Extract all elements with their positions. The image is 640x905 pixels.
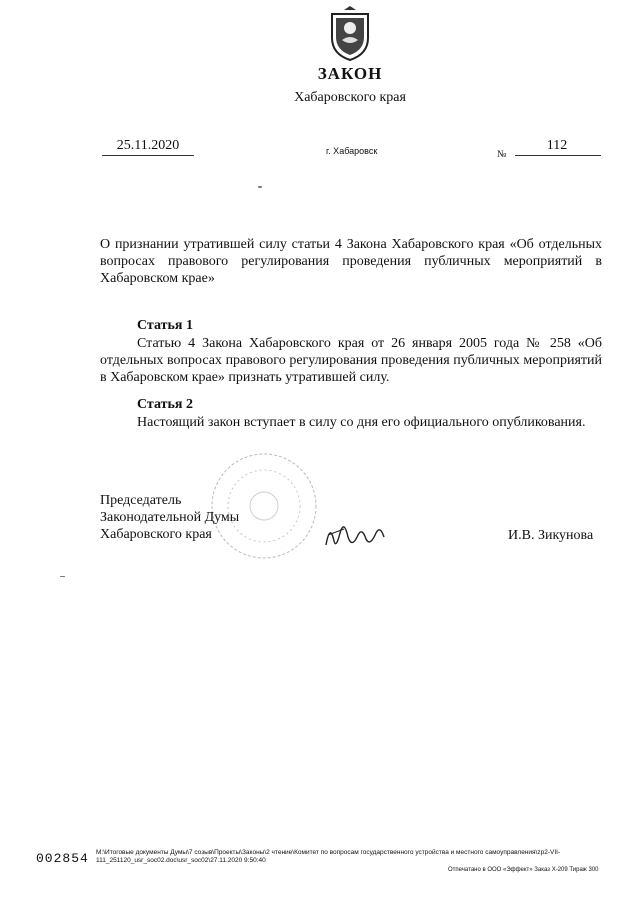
chairman-position bbox=[100, 492, 239, 543]
article-1-text: Статью 4 Закона Хабаровского края от 26 января 2005 года № 258 «Об отдельных вопросах правового регулирования проведения публичных мероприятий в Хабаровском крае» признать утратившей силу. bbox=[100, 336, 602, 385]
article-2-text: Настоящий закон вступает в силу со дня его официального опубликования. bbox=[137, 415, 586, 430]
scan-speck bbox=[258, 186, 262, 188]
scan-speck bbox=[60, 576, 65, 577]
article-1-heading: Статья 1 bbox=[137, 318, 193, 333]
signer-name: И.В. Зикунова bbox=[508, 528, 594, 543]
position-line-1: Председатель bbox=[100, 493, 182, 508]
position-line-3: Хабаровского края bbox=[100, 527, 212, 542]
position-line-2: Законодательной Думы bbox=[100, 510, 240, 525]
article-2-heading: Статья 2 bbox=[137, 397, 193, 412]
footer-file-path bbox=[96, 849, 606, 865]
footer-printer-note: Отпечатано в ООО «Эффект» Заказ Х-209 Тираж 300 bbox=[448, 867, 599, 873]
coat-of-arms-icon bbox=[328, 6, 372, 62]
number-sign: № bbox=[497, 149, 507, 160]
handwritten-signature bbox=[320, 515, 390, 555]
document-subtitle: Хабаровского края bbox=[294, 90, 406, 105]
document-intro: О признании утратившей силу статьи 4 Закона Хабаровского края «Об отдельных вопросах правового регулирования проведения публичных мероприятий в Хабаровском крае» bbox=[100, 237, 602, 286]
document-number: 112 bbox=[546, 138, 568, 153]
date-underline bbox=[102, 155, 194, 156]
footer-path-line-1: M:\Итоговые документы Думы\7 созыв\Проекты\Законы\2 чтение\Комитет по вопросам государственного устройства и местного самоуправления\zp2-VII- bbox=[96, 849, 561, 856]
document-date: 25.11.2020 bbox=[116, 138, 180, 153]
footer-code: 002854 bbox=[36, 851, 89, 866]
document-city: г. Хабаровск bbox=[326, 146, 378, 156]
number-underline bbox=[515, 155, 601, 156]
footer-path-line-2: 111_251120_usr_soc02.doc\usr_soc02\27.11.2020 9:50:40 bbox=[96, 857, 266, 864]
document-title: ЗАКОН bbox=[317, 64, 383, 83]
